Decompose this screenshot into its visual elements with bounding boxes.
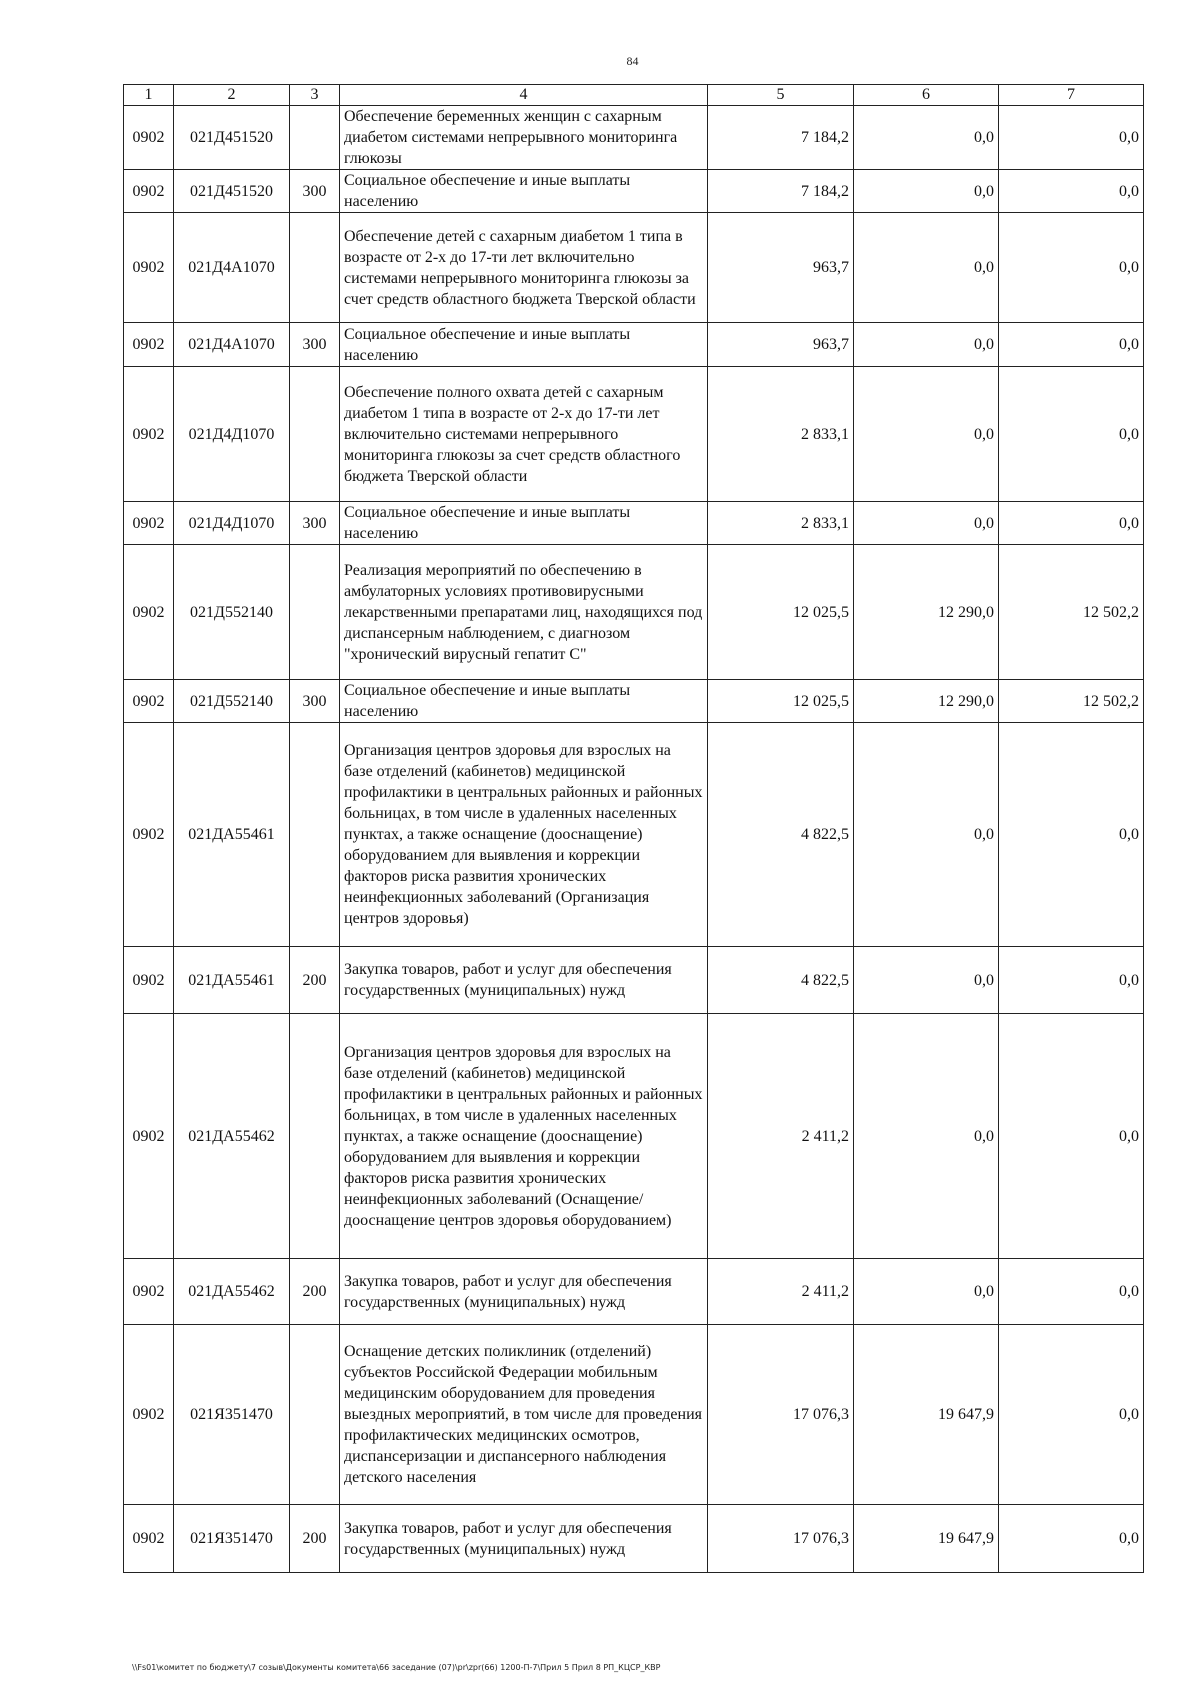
- section-code: 0902: [124, 723, 174, 947]
- col-header-3: 3: [290, 85, 340, 106]
- amount-year-1: 17 076,3: [708, 1505, 854, 1573]
- expense-type-code: [290, 545, 340, 680]
- section-code: 0902: [124, 1014, 174, 1259]
- section-code: 0902: [124, 1259, 174, 1325]
- amount-year-2: 12 290,0: [854, 545, 999, 680]
- col-header-6: 6: [854, 85, 999, 106]
- target-article-code: 021Я351470: [174, 1505, 290, 1573]
- amount-year-1: 7 184,2: [708, 170, 854, 213]
- amount-year-3: 0,0: [999, 170, 1144, 213]
- table-row: [124, 502, 1144, 545]
- table-row: [124, 170, 1144, 213]
- amount-year-2: 0,0: [854, 1014, 999, 1259]
- amount-year-2: 0,0: [854, 367, 999, 502]
- target-article-code: 021Д451520: [174, 170, 290, 213]
- amount-year-1: 963,7: [708, 323, 854, 367]
- amount-year-1: 4 822,5: [708, 723, 854, 947]
- target-article-code: 021ДА55462: [174, 1259, 290, 1325]
- footer-file-path: \\Fs01\комитет по бюджету\7 созыв\Документы комитета\66 заседание (07)\pr\zpr(66) 1200-П-7\Прил 5 Прил 8 РП_КЦСР_КВР: [132, 1663, 661, 1672]
- item-description: Обеспечение детей с сахарным диабетом 1 типа в возрасте от 2-х до 17-ти лет включительно системами непрерывного мониторинга глюкозы за счет средств областного бюджета Тверской области: [340, 213, 708, 323]
- item-description: Закупка товаров, работ и услуг для обеспечения государственных (муниципальных) нужд: [340, 1259, 708, 1325]
- item-description: Социальное обеспечение и иные выплаты населению: [340, 323, 708, 367]
- section-code: 0902: [124, 680, 174, 723]
- item-description: Оснащение детских поликлиник (отделений) субъектов Российской Федерации мобильным медицинским оборудованием для проведения выездных мероприятий, в том числе для проведения профилактических медицинских осмотров, диспансеризации и диспансерного наблюдения детского населения: [340, 1325, 708, 1505]
- amount-year-3: 12 502,2: [999, 545, 1144, 680]
- table-row: [124, 545, 1144, 680]
- section-code: 0902: [124, 106, 174, 170]
- table-row: [124, 723, 1144, 947]
- expense-type-code: [290, 367, 340, 502]
- item-description: Социальное обеспечение и иные выплаты населению: [340, 170, 708, 213]
- target-article-code: 021Д552140: [174, 680, 290, 723]
- target-article-code: 021Д552140: [174, 545, 290, 680]
- item-description: Обеспечение беременных женщин с сахарным диабетом системами непрерывного мониторинга глюкозы: [340, 106, 708, 170]
- amount-year-2: 0,0: [854, 323, 999, 367]
- section-code: 0902: [124, 170, 174, 213]
- section-code: 0902: [124, 213, 174, 323]
- col-header-4: 4: [340, 85, 708, 106]
- target-article-code: 021ДА55461: [174, 947, 290, 1014]
- amount-year-1: 2 833,1: [708, 367, 854, 502]
- col-header-5: 5: [708, 85, 854, 106]
- amount-year-3: 0,0: [999, 106, 1144, 170]
- amount-year-2: 0,0: [854, 502, 999, 545]
- item-description: Организация центров здоровья для взрослых на базе отделений (кабинетов) медицинской профилактики в центральных районных и районных больницах, в том числе в удаленных населенных пунктах, а также оснащение (дооснащение) оборудованием для выявления и коррекции факторов риска развития хронических неинфекционных заболеваний (Организация центров здоровья): [340, 723, 708, 947]
- expense-type-code: [290, 106, 340, 170]
- section-code: 0902: [124, 323, 174, 367]
- amount-year-3: 0,0: [999, 367, 1144, 502]
- target-article-code: 021Д4А1070: [174, 213, 290, 323]
- amount-year-3: 0,0: [999, 1325, 1144, 1505]
- item-description: Закупка товаров, работ и услуг для обеспечения государственных (муниципальных) нужд: [340, 947, 708, 1014]
- amount-year-1: 17 076,3: [708, 1325, 854, 1505]
- table-row: [124, 1014, 1144, 1259]
- target-article-code: 021Я351470: [174, 1325, 290, 1505]
- section-code: 0902: [124, 947, 174, 1014]
- amount-year-2: 0,0: [854, 106, 999, 170]
- amount-year-1: 12 025,5: [708, 680, 854, 723]
- expense-type-code: 200: [290, 1505, 340, 1573]
- col-header-1: 1: [124, 85, 174, 106]
- table-row: [124, 680, 1144, 723]
- amount-year-2: 12 290,0: [854, 680, 999, 723]
- expense-type-code: [290, 723, 340, 947]
- table-row: [124, 1505, 1144, 1573]
- page-number: 84: [626, 54, 639, 68]
- expense-type-code: 300: [290, 680, 340, 723]
- amount-year-2: 0,0: [854, 213, 999, 323]
- target-article-code: 021Д451520: [174, 106, 290, 170]
- expense-type-code: 200: [290, 947, 340, 1014]
- amount-year-3: 0,0: [999, 213, 1144, 323]
- table-row: [124, 367, 1144, 502]
- amount-year-3: 0,0: [999, 723, 1144, 947]
- section-code: 0902: [124, 545, 174, 680]
- item-description: Реализация мероприятий по обеспечению в амбулаторных условиях противовирусными лекарственными препаратами лиц, находящихся под диспансерным наблюдением, с диагнозом "хронический вирусный гепатит С": [340, 545, 708, 680]
- item-description: Обеспечение полного охвата детей с сахарным диабетом 1 типа в возрасте от 2-х до 17-ти лет включительно системами непрерывного мониторинга глюкозы за счет средств областного бюджета Тверской области: [340, 367, 708, 502]
- amount-year-2: 19 647,9: [854, 1325, 999, 1505]
- expense-type-code: [290, 213, 340, 323]
- item-description: Закупка товаров, работ и услуг для обеспечения государственных (муниципальных) нужд: [340, 1505, 708, 1573]
- amount-year-2: 0,0: [854, 1259, 999, 1325]
- expense-type-code: 200: [290, 1259, 340, 1325]
- item-description: Социальное обеспечение и иные выплаты населению: [340, 502, 708, 545]
- table-row: [124, 1325, 1144, 1505]
- amount-year-3: 0,0: [999, 1014, 1144, 1259]
- header-row: [124, 85, 1144, 106]
- amount-year-1: 2 833,1: [708, 502, 854, 545]
- col-header-7: 7: [999, 85, 1144, 106]
- amount-year-2: 19 647,9: [854, 1505, 999, 1573]
- target-article-code: 021ДА55462: [174, 1014, 290, 1259]
- target-article-code: 021Д4Д1070: [174, 367, 290, 502]
- item-description: Организация центров здоровья для взрослых на базе отделений (кабинетов) медицинской профилактики в центральных районных и районных больницах, в том числе в удаленных населенных пунктах, а также оснащение (дооснащение) оборудованием для выявления и коррекции факторов риска развития хронических неинфекционных заболеваний (Оснащение/дооснащение центров здоровья оборудованием): [340, 1014, 708, 1259]
- amount-year-3: 0,0: [999, 1259, 1144, 1325]
- table-row: [124, 323, 1144, 367]
- section-code: 0902: [124, 1505, 174, 1573]
- table-row: [124, 1259, 1144, 1325]
- item-description: Социальное обеспечение и иные выплаты населению: [340, 680, 708, 723]
- expense-type-code: [290, 1325, 340, 1505]
- amount-year-2: 0,0: [854, 170, 999, 213]
- amount-year-2: 0,0: [854, 723, 999, 947]
- col-header-2: 2: [174, 85, 290, 106]
- amount-year-3: 0,0: [999, 323, 1144, 367]
- amount-year-3: 0,0: [999, 947, 1144, 1014]
- amount-year-1: 2 411,2: [708, 1014, 854, 1259]
- target-article-code: 021ДА55461: [174, 723, 290, 947]
- target-article-code: 021Д4А1070: [174, 323, 290, 367]
- expense-type-code: 300: [290, 502, 340, 545]
- expense-type-code: 300: [290, 323, 340, 367]
- amount-year-1: 7 184,2: [708, 106, 854, 170]
- table-row: [124, 947, 1144, 1014]
- target-article-code: 021Д4Д1070: [174, 502, 290, 545]
- amount-year-3: 0,0: [999, 502, 1144, 545]
- section-code: 0902: [124, 502, 174, 545]
- section-code: 0902: [124, 367, 174, 502]
- amount-year-1: 963,7: [708, 213, 854, 323]
- amount-year-1: 12 025,5: [708, 545, 854, 680]
- table-row: [124, 106, 1144, 170]
- expense-type-code: 300: [290, 170, 340, 213]
- budget-table: [123, 84, 1144, 1573]
- expense-type-code: [290, 1014, 340, 1259]
- amount-year-2: 0,0: [854, 947, 999, 1014]
- amount-year-1: 2 411,2: [708, 1259, 854, 1325]
- amount-year-3: 12 502,2: [999, 680, 1144, 723]
- amount-year-3: 0,0: [999, 1505, 1144, 1573]
- table-row: [124, 213, 1144, 323]
- amount-year-1: 4 822,5: [708, 947, 854, 1014]
- section-code: 0902: [124, 1325, 174, 1505]
